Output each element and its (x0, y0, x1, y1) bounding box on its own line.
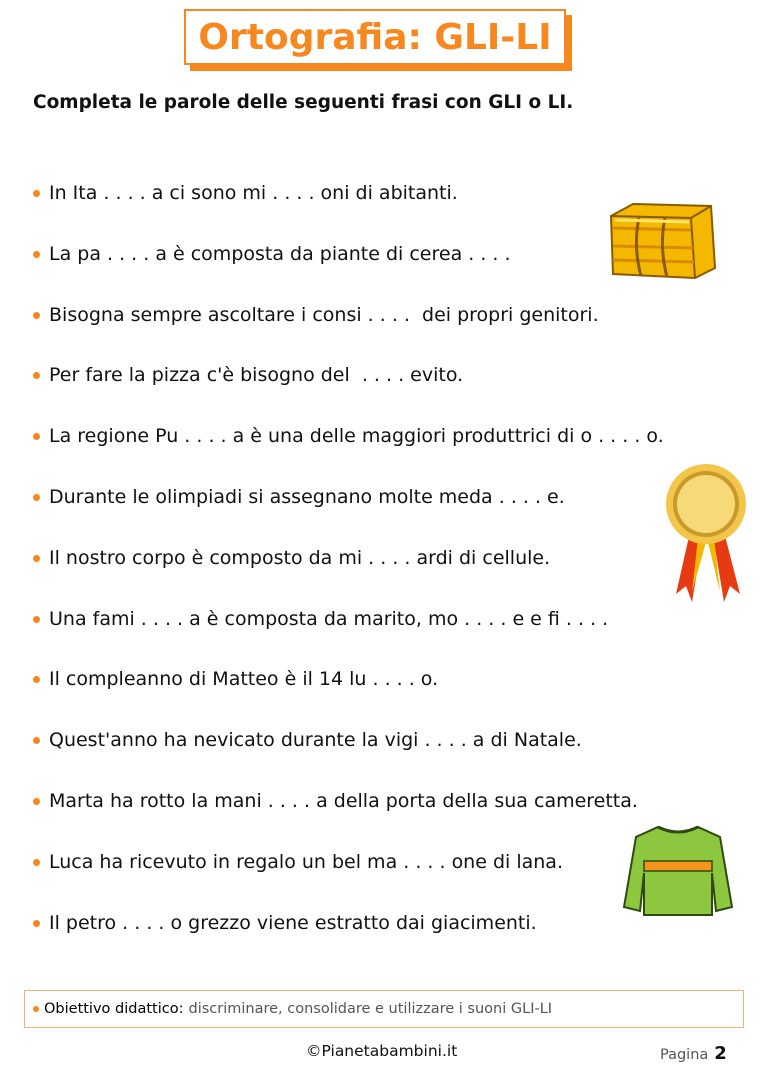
sentence-list (33, 179, 664, 969)
sentence-item (33, 787, 664, 848)
learning-objective-box (24, 990, 744, 1028)
sentence-text: Marta ha rotto la mani . . . . a della porta della sua cameretta. (49, 789, 638, 812)
objective-text: discriminare, consolidare e utilizzare i suoni GLI-LI (188, 1001, 553, 1017)
bullet-icon (33, 798, 40, 805)
sentence-item (33, 240, 664, 301)
bullet-icon (33, 737, 40, 744)
medal-illustration (662, 462, 750, 608)
sentence-item (33, 483, 664, 544)
sweater-illustration (618, 823, 738, 919)
bullet-icon (33, 190, 40, 197)
sentence-text: In Ita . . . . a ci sono mi . . . . oni di abitanti. (49, 182, 458, 204)
sentence-item (33, 605, 664, 666)
bullet-icon (33, 372, 40, 379)
sentence-text: La regione Pu . . . . a è una delle maggiori produttrici di o . . . . o. (49, 425, 664, 448)
page-number: 2 (714, 1043, 727, 1064)
sentence-item (33, 909, 664, 970)
page-label: Pagina (660, 1047, 709, 1063)
sentence-text: Luca ha ricevuto in regalo un bel ma . . . . one di lana. (49, 850, 563, 873)
sentence-text: Il petro . . . . o grezzo viene estratto dai giacimenti. (49, 911, 537, 934)
instruction: Completa le parole delle seguenti frasi con GLI o LI. (33, 92, 574, 113)
bullet-icon (33, 433, 40, 440)
sentence-text: Per fare la pizza c'è bisogno del . . . . evito. (49, 364, 464, 387)
sentence-text: Durante le olimpiadi si assegnano molte meda . . . . e. (49, 485, 565, 508)
bullet-icon (33, 616, 40, 623)
page-title: Ortografia: GLI-LI (198, 16, 552, 58)
sentence-item (33, 848, 664, 909)
sentence-item (33, 179, 664, 240)
sentence-text: Quest'anno ha nevicato durante la vigi . . . . a di Natale. (49, 729, 582, 752)
bullet-icon (33, 859, 40, 866)
sentence-item (33, 726, 664, 787)
hay-bale-illustration (603, 198, 718, 282)
sentence-text: Il compleanno di Matteo è il 14 lu . . . . o. (49, 668, 439, 691)
site-credit: ©Pianetabambini.it (306, 1042, 458, 1060)
bullet-icon (33, 494, 40, 501)
title-banner (184, 9, 570, 65)
title-box (184, 9, 566, 65)
bullet-icon (33, 920, 40, 927)
objective-label: Obiettivo didattico: (44, 1001, 184, 1017)
sentence-item (33, 361, 664, 422)
sentence-text: La pa . . . . a è composta da piante di cerea . . . . (49, 242, 511, 265)
page-indicator (660, 1043, 727, 1064)
bullet-icon (33, 251, 40, 258)
sentence-item (33, 544, 664, 605)
sentence-text: Bisogna sempre ascoltare i consi . . . . dei propri genitori. (49, 303, 599, 326)
sentence-item (33, 422, 664, 483)
bullet-icon (33, 676, 40, 683)
bullet-icon (33, 1006, 39, 1012)
sentence-item (33, 301, 664, 362)
sentence-text: Il nostro corpo è composto da mi . . . . ardi di cellule. (49, 546, 551, 569)
sentence-text: Una fami . . . . a è composta da marito, mo . . . . e e fi . . . . (49, 607, 609, 630)
bullet-icon (33, 312, 40, 319)
bullet-icon (33, 555, 40, 562)
sentence-item (33, 665, 664, 726)
